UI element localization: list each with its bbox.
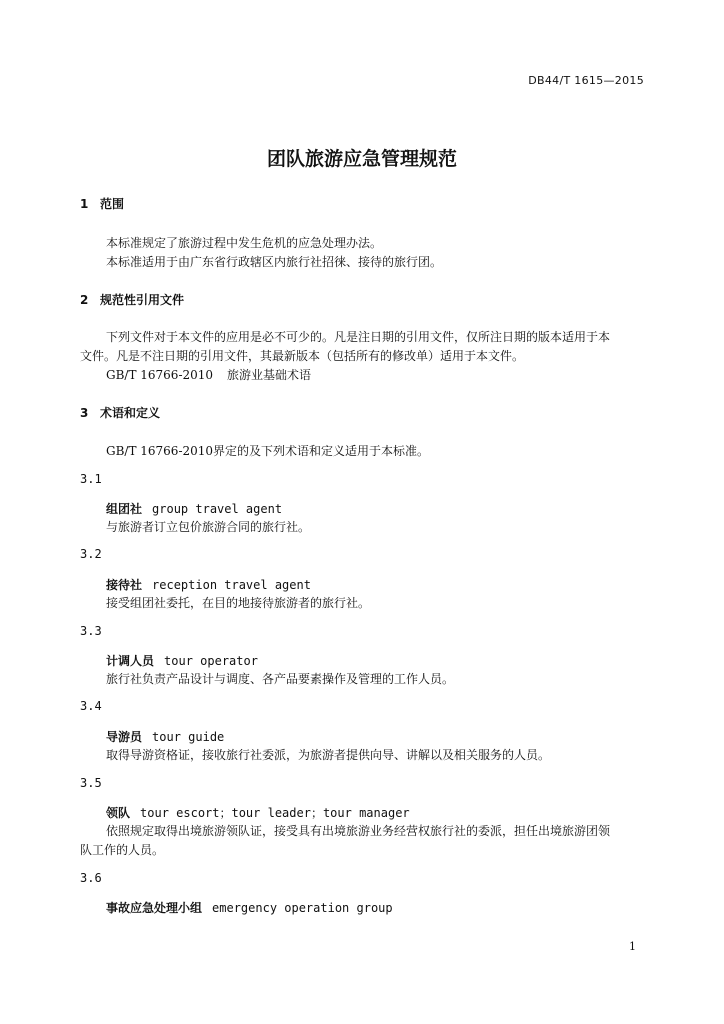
section-title: 规范性引用文件 — [100, 293, 185, 307]
reference-code: GB/T 16766-2010 — [106, 368, 214, 382]
term-english: reception travel agent — [152, 578, 311, 592]
term-entry — [106, 652, 258, 669]
term-number: 3.2 — [80, 547, 102, 561]
term-english: tour guide — [152, 730, 225, 744]
section-title: 术语和定义 — [100, 406, 161, 420]
paragraph: 下列文件对于本文件的应用是必不可少的。凡是注日期的引用文件，仅所注日期的版本适用于本 — [106, 330, 611, 344]
term-english: emergency operation group — [212, 901, 393, 915]
term-english: group travel agent — [152, 502, 283, 516]
term-english: tour operator — [164, 654, 258, 668]
document-title: 团队旅游应急管理规范 — [266, 148, 457, 170]
term-number: 3.6 — [80, 871, 102, 885]
paragraph: GB/T 16766-2010界定的及下列术语和定义适用于本标准。 — [106, 444, 430, 458]
term-number: 3.4 — [80, 699, 102, 713]
section-3-heading — [80, 404, 160, 421]
section-number: 2 — [80, 293, 89, 307]
term-chinese: 计调人员 — [106, 654, 155, 668]
term-definition: 取得导游资格证，接收旅行社委派，为旅游者提供向导、讲解以及相关服务的人员。 — [106, 748, 551, 762]
page-number: 1 — [629, 940, 636, 953]
term-definition: 接受组团社委托，在目的地接待旅游者的旅行社。 — [106, 596, 371, 610]
term-definition: 旅行社负责产品设计与调度、各产品要素操作及管理的工作人员。 — [106, 672, 455, 686]
reference-title: 旅游业基础术语 — [227, 368, 312, 382]
paragraph: 本标准规定了旅游过程中发生危机的应急处理办法。 — [106, 236, 383, 250]
term-number: 3.5 — [80, 776, 102, 790]
section-number: 3 — [80, 406, 89, 420]
section-1-heading — [80, 195, 124, 212]
paragraph-continuation: 文件。凡是不注日期的引用文件，其最新版本（包括所有的修改单）适用于本文件。 — [80, 349, 525, 363]
term-number: 3.1 — [80, 472, 102, 486]
section-title: 范围 — [100, 197, 125, 211]
term-definition-continuation: 队工作的人员。 — [80, 843, 165, 857]
term-chinese: 事故应急处理小组 — [106, 901, 203, 915]
normative-reference — [106, 366, 311, 383]
term-definition: 与旅游者订立包价旅游合同的旅行社。 — [106, 520, 311, 534]
section-number: 1 — [80, 197, 89, 211]
term-english: tour escort；tour leader；tour manager — [140, 806, 410, 820]
term-chinese: 接待社 — [106, 578, 143, 592]
term-chinese: 导游员 — [106, 730, 143, 744]
term-chinese: 领队 — [106, 806, 131, 820]
term-entry — [106, 804, 410, 821]
section-2-heading — [80, 291, 184, 308]
term-definition: 依照规定取得出境旅游领队证，接受具有出境旅游业务经营权旅行社的委派，担任出境旅游团领 — [106, 824, 611, 838]
term-entry — [106, 899, 393, 916]
term-entry — [106, 728, 224, 745]
term-chinese: 组团社 — [106, 502, 143, 516]
term-number: 3.3 — [80, 624, 102, 638]
term-entry — [106, 500, 282, 517]
paragraph: 本标准适用于由广东省行政辖区内旅行社招徕、接待的旅行团。 — [106, 255, 443, 269]
standard-code: DB44/T 1615—2015 — [528, 74, 644, 87]
term-entry — [106, 576, 311, 593]
